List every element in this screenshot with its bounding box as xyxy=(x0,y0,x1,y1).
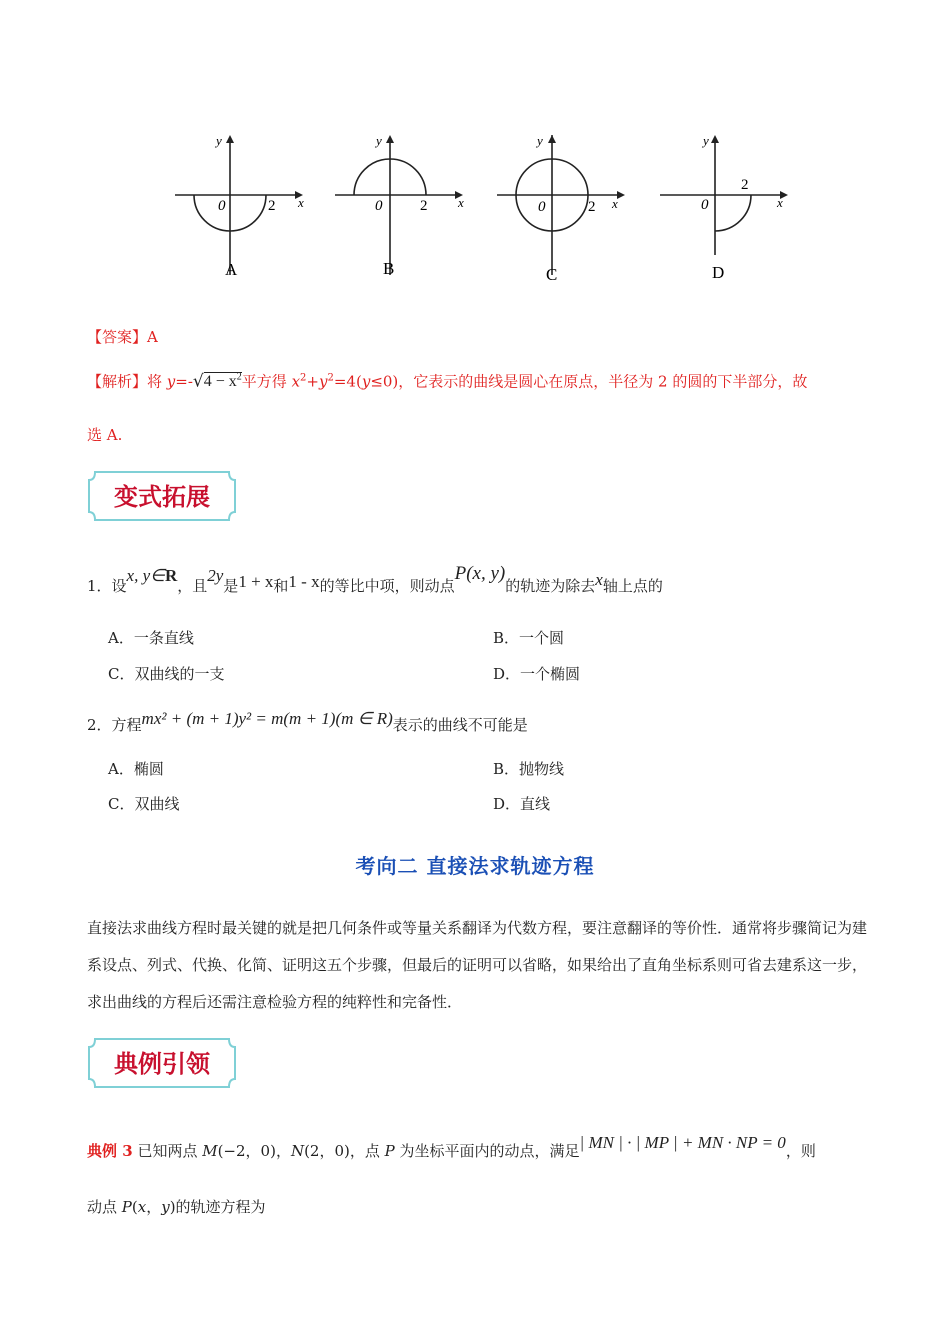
graph-c-x-label: x xyxy=(612,196,618,211)
explanation-text: 将 xyxy=(147,372,167,391)
option-key: B． xyxy=(493,760,520,778)
example-var: P xyxy=(121,1198,132,1216)
option-text: 一个椭圆 xyxy=(520,665,581,683)
explanation-tag: 【解析】 xyxy=(87,372,148,391)
graph-d-y-label: y xyxy=(703,133,709,148)
graph-a-tick: 2 xyxy=(268,198,276,214)
option-key: A． xyxy=(108,629,134,647)
graph-d-origin: 0 xyxy=(701,197,709,213)
option-text: 椭圆 xyxy=(133,760,164,778)
graph-b-label: B xyxy=(383,259,395,278)
explanation-text: ≤0)，它表示的曲线是圆心在原点，半径为 2 的圆的下半部分，故 xyxy=(370,372,808,391)
graph-c-plot xyxy=(492,125,632,285)
example-3 xyxy=(87,1133,877,1161)
option-key: D． xyxy=(493,665,521,683)
q1-option-c[interactable] xyxy=(108,663,225,684)
q1-option-b[interactable] xyxy=(493,627,564,648)
radicand-exponent: 2 xyxy=(236,372,242,383)
q2-number: 2．方程 xyxy=(87,716,142,734)
example-condition: | MN | · | MP | + MN · NP = 0 xyxy=(579,1133,786,1152)
explanation-var: y xyxy=(319,372,328,391)
explanation-text: =- xyxy=(175,372,193,391)
graph-a-y-label: y xyxy=(216,133,222,148)
option-text: 一条直线 xyxy=(133,629,194,647)
q1-x: x xyxy=(595,570,603,589)
example-text: ( xyxy=(131,1198,138,1216)
banner-typical-example xyxy=(87,1037,237,1089)
example-var: N xyxy=(290,1142,305,1160)
q2-text: 表示的曲线不可能是 xyxy=(392,716,528,734)
example-var: M xyxy=(202,1142,218,1160)
graph-a-plot xyxy=(170,125,310,285)
explanation-exponent: 2 xyxy=(300,372,307,384)
q2-option-b[interactable] xyxy=(493,758,564,779)
q2-option-c[interactable] xyxy=(108,793,180,814)
example-text: (2，0)，点 xyxy=(304,1142,385,1160)
explanation-line-2: 选 A. xyxy=(87,426,123,444)
example-text: 为坐标平面内的动点，满足 xyxy=(394,1142,580,1160)
q1-text: 的轨迹为除去 xyxy=(505,577,596,595)
graph-d-x-label: x xyxy=(777,195,783,210)
explanation-exponent: 2 xyxy=(327,372,334,384)
explanation-text: + xyxy=(306,372,319,391)
q1-point-p: P(x, y) xyxy=(454,563,506,584)
explanation-var: x xyxy=(291,372,301,391)
banner-frame xyxy=(87,1037,237,1089)
q1-text: 的等比中项，则动点 xyxy=(319,577,455,595)
graph-b-origin: 0 xyxy=(375,198,383,214)
answer-value: A xyxy=(147,328,158,346)
q1-2y: 2y xyxy=(207,566,224,585)
q1-text: 和 xyxy=(273,577,289,595)
q1-text: 是 xyxy=(223,577,239,595)
q1-option-a[interactable] xyxy=(108,627,194,648)
example-3-line-2 xyxy=(87,1196,266,1217)
option-key: C． xyxy=(108,665,135,683)
option-text: 双曲线的一支 xyxy=(134,665,225,683)
q2-option-d[interactable] xyxy=(493,793,550,814)
explanation-line xyxy=(87,372,877,391)
graph-c-y-label: y xyxy=(537,133,543,148)
example-var: P xyxy=(384,1142,395,1160)
option-key: B． xyxy=(493,629,520,647)
radicand-text: 4 − x xyxy=(203,373,237,391)
graph-a-label: A xyxy=(225,260,238,279)
sqrt-radicand xyxy=(204,372,242,390)
option-key: C． xyxy=(108,795,135,813)
sqrt-symbol: √ xyxy=(192,371,204,392)
banner-title: 典例引领 xyxy=(114,1049,210,1078)
explanation-var: y xyxy=(361,372,371,391)
explanation-var: y xyxy=(166,372,176,391)
option-text: 抛物线 xyxy=(519,760,565,778)
example-text: 已知两点 xyxy=(132,1142,203,1160)
q1-term-a: 1 + x xyxy=(238,572,274,591)
graph-b-x-label: x xyxy=(458,195,464,210)
graph-c-tick: 2 xyxy=(588,199,596,215)
option-text: 一个圆 xyxy=(519,629,565,647)
graph-b-tick: 2 xyxy=(420,198,428,214)
graph-d xyxy=(655,125,795,285)
question-1 xyxy=(87,563,663,597)
explanation-text: 平方得 xyxy=(241,372,292,391)
option-key: A． xyxy=(108,760,134,778)
q2-equation: mx² + (m + 1)y² = m(m + 1)(m ∈ R) xyxy=(141,709,393,728)
q1-term-b: 1 - x xyxy=(288,572,320,591)
example-var: y xyxy=(161,1198,170,1216)
option-key: D． xyxy=(493,795,521,813)
q1-text: ，且 xyxy=(177,577,208,595)
q1-vars: x, y∈ xyxy=(126,566,165,585)
q1-number: 1．设 xyxy=(87,577,127,595)
example-text: (−2，0)， xyxy=(217,1142,291,1160)
graph-a-x-label: x xyxy=(298,195,304,210)
example-var: x xyxy=(137,1198,147,1216)
graph-b xyxy=(330,125,470,285)
q2-option-a[interactable] xyxy=(108,758,164,779)
section-paragraph: 直接法求曲线方程时最关键的就是把几何条件或等量关系翻译为代数方程，要注意翻译的等价性．通常将步骤简记为建系设点、列式、代换、化简、证明这五个步骤，但最后的证明可以省略，如果给出了直角坐标系则可省去建系这一步，求出曲线的方程后还需注意检验方程的纯粹性和完备性． xyxy=(87,919,868,1011)
option-text: 双曲线 xyxy=(134,795,180,813)
answer-tag: 【答案】 xyxy=(87,328,148,346)
graph-a-origin: 0 xyxy=(218,198,226,214)
banner-title: 变式拓展 xyxy=(114,482,210,511)
option-text: 直线 xyxy=(520,795,551,813)
example-text: ， xyxy=(146,1198,162,1216)
banner-frame xyxy=(87,470,237,522)
q1-text: 轴上点的 xyxy=(602,577,663,595)
graph-d-plot xyxy=(655,125,795,285)
graph-b-y-label: y xyxy=(376,133,382,148)
graph-a xyxy=(170,125,310,285)
graph-c-origin: 0 xyxy=(538,199,546,215)
explanation-text: =4( xyxy=(333,372,362,391)
answer-choice-graphs xyxy=(160,125,800,285)
example-text: )的轨迹方程为 xyxy=(169,1198,266,1216)
graph-b-plot xyxy=(330,125,470,285)
graph-d-label: D xyxy=(712,263,725,282)
example-text: 动点 xyxy=(87,1198,122,1216)
q1-reals: R xyxy=(164,566,178,585)
section-title: 考向二 直接法求轨迹方程 xyxy=(355,854,595,878)
graph-d-tick: 2 xyxy=(741,177,749,193)
banner-variant-extension xyxy=(87,470,237,522)
example-text: ，则 xyxy=(785,1142,816,1160)
graph-c-label: C xyxy=(546,265,558,284)
answer-line xyxy=(87,326,158,347)
example-tag: 典例 3 xyxy=(87,1142,133,1160)
q1-option-d[interactable] xyxy=(493,663,580,684)
graph-c xyxy=(492,125,632,285)
question-2 xyxy=(87,709,528,735)
